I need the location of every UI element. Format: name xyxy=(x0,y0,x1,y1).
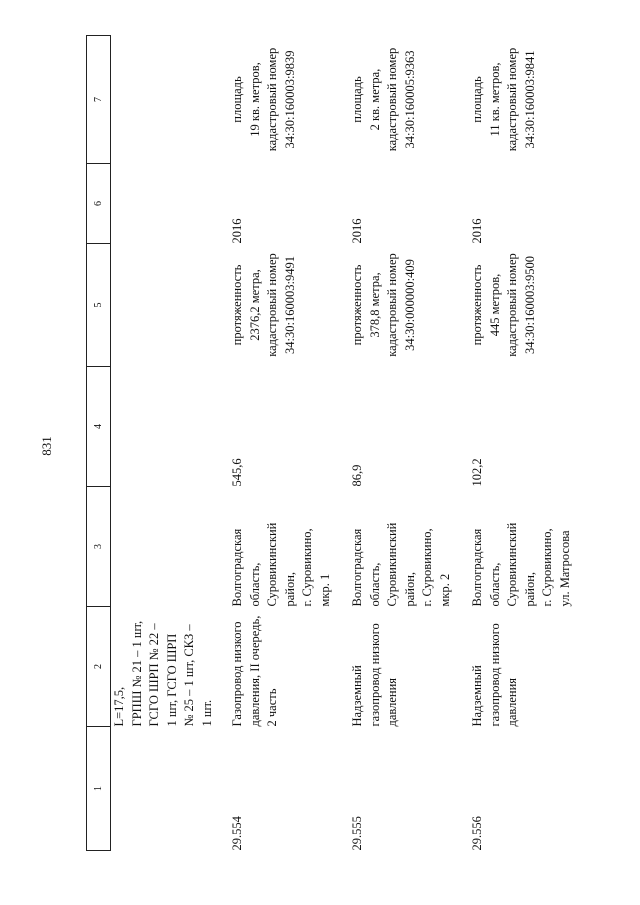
header-col-3: 3 xyxy=(87,487,111,607)
object-year: 2016 xyxy=(230,218,244,244)
object-address: Волгоградская область, Суровикинский район, г. Суровикино, мкр. 2 xyxy=(350,522,452,607)
row-number xyxy=(111,727,230,851)
object-address: Волгоградская область, Суровикинский район, г. Суровикино, мкр. 1 xyxy=(230,522,332,607)
rotated-table-container xyxy=(86,36,606,851)
object-characteristics xyxy=(111,244,230,367)
table-row xyxy=(229,36,349,851)
object-address: Волгоградская область, Суровикинский район, г. Суровикино, ул. Матросова xyxy=(470,522,572,607)
header-col-1: 1 xyxy=(87,727,111,851)
page-number: 831 xyxy=(39,436,54,456)
object-name: Надземный газопровод низкого давления xyxy=(470,623,519,727)
object-name: L=17,5, ГРПШ № 21 – 1 шт, ГСГО ШРП № 22 – 1 шт, ГСГО ШРП № 25 – 1 шт, СКЗ – 1 шт. xyxy=(112,620,214,727)
object-characteristics: протяженность 2376,2 метра, кадастровый номер 34:30:160003:9491 xyxy=(230,253,297,357)
object-address xyxy=(111,487,230,607)
header-col-7: 7 xyxy=(87,36,111,164)
object-notes: площадь 11 кв. метров, кадастровый номер 34:30:160003:9841 xyxy=(470,47,537,152)
object-characteristics: протяженность 378,8 метра, кадастровый номер 34:30:000000:409 xyxy=(350,253,417,357)
row-number: 29.555 xyxy=(350,816,364,851)
table-row xyxy=(111,36,230,851)
object-year: 2016 xyxy=(470,218,484,244)
property-table xyxy=(86,35,589,851)
row-number: 29.556 xyxy=(470,816,484,851)
header-col-5: 5 xyxy=(87,244,111,367)
header-col-2: 2 xyxy=(87,607,111,727)
object-value: 545,6 xyxy=(230,458,244,487)
object-notes: площадь 2 кв. метра, кадастровый номер 34:30:160005:9363 xyxy=(350,47,417,152)
table-row xyxy=(349,36,469,851)
object-characteristics: протяженность 445 метров, кадастровый номер 34:30:160003:9500 xyxy=(470,253,537,357)
object-notes: площадь 19 кв. метров, кадастровый номер 34:30:160003:9839 xyxy=(230,47,297,152)
header-row xyxy=(87,36,111,851)
object-year: 2016 xyxy=(350,218,364,244)
object-year xyxy=(111,164,230,244)
row-number: 29.554 xyxy=(230,816,244,851)
object-name: Надземный газопровод низкого давления xyxy=(350,623,399,727)
object-name: Газопровод низкого давления, II очередь, 2 часть xyxy=(230,615,279,727)
header-col-4: 4 xyxy=(87,367,111,487)
object-value xyxy=(111,367,230,487)
object-value: 102,2 xyxy=(470,458,484,487)
object-value: 86,9 xyxy=(350,464,364,487)
table-row xyxy=(469,36,589,851)
object-notes xyxy=(111,36,230,164)
header-col-6: 6 xyxy=(87,164,111,244)
